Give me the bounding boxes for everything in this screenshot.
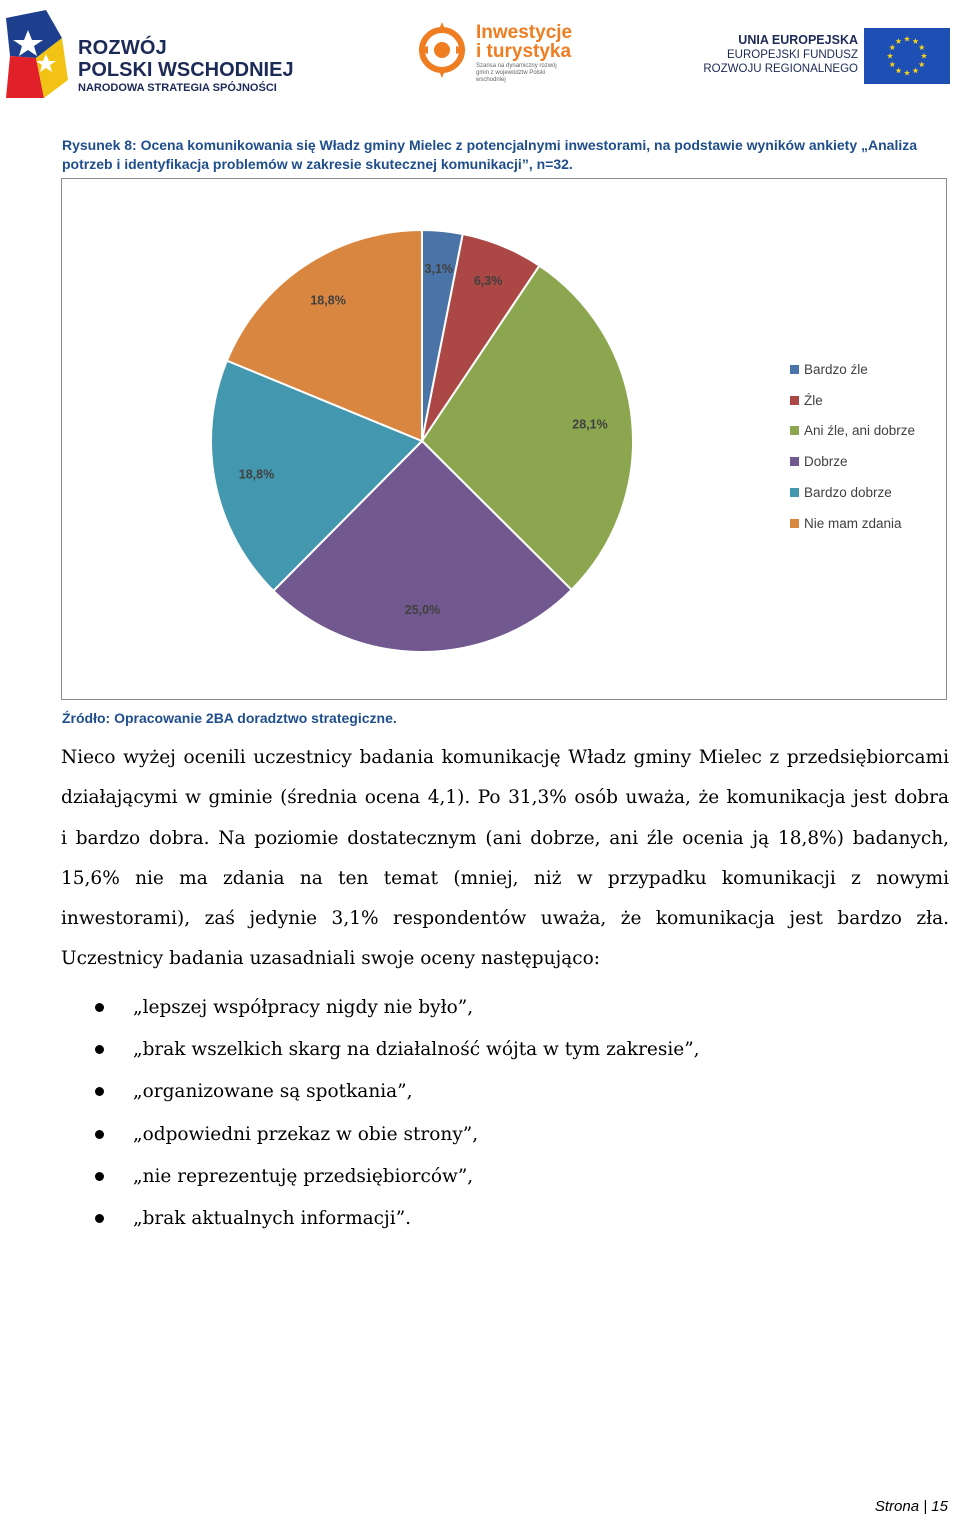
list-item-text: „lepszej współpracy nigdy nie było”, (133, 996, 474, 1018)
list-item-text: „brak aktualnych informacji”. (133, 1208, 412, 1230)
compass-emblem-icon (416, 20, 472, 78)
bullet-icon (95, 1045, 104, 1054)
paragraph-line: działającymi w gminie (średnia ocena 4,1). Po 31,3% osób uważa, że komunikacja jest dobra (61, 787, 949, 809)
eu-flag-icon (864, 28, 950, 84)
quote-list (92, 986, 700, 1240)
legend-label: Ani źle, ani dobrze (804, 423, 916, 439)
paragraph-line: Nieco wyżej ocenili uczestnicy badania komunikację Władz gminy Mielec z przedsiębiorcami (61, 747, 949, 768)
legend-label: Bardzo źle (804, 361, 868, 377)
pie-label-bardzo-dobrze: 18,8% (238, 467, 275, 482)
logo-text-unia: UNIA EUROPEJSKA (738, 33, 858, 47)
bullet-icon (95, 1172, 104, 1181)
star-emblem-icon (6, 10, 74, 100)
paragraph-line: i bardzo dobra. Na poziomie dostatecznym (ani dobrze, ani źle ocenia ją 18,8%) badanych, (61, 827, 949, 849)
list-item-text: „nie reprezentuję przedsiębiorców”, (133, 1165, 474, 1187)
chart-legend (790, 354, 915, 539)
legend-swatch (790, 365, 799, 374)
legend-label: Nie mam zdania (804, 515, 902, 531)
legend-swatch (790, 488, 799, 497)
list-item-text: „organizowane są spotkania”, (133, 1081, 413, 1103)
list-item-text: „brak wszelkich skarg na działalność wójta w tym zakresie”, (133, 1038, 700, 1060)
pie-label-ani-zle-ani-dobrze: 28,1% (572, 417, 608, 432)
legend-swatch (790, 426, 799, 435)
bullet-icon (95, 1214, 104, 1223)
bullet-icon (95, 1087, 104, 1096)
logo-rozwoj-polski-wschodniej (6, 10, 306, 100)
logo-text-inwestycje: Inwestycje (476, 22, 573, 43)
legend-item-bardzo-dobrze (790, 477, 915, 508)
pie-label-nie-mam-zdania: 18,8% (310, 293, 346, 308)
logo-text-fundusz: EUROPEJSKI FUNDUSZ (727, 49, 858, 61)
pie-label-bardzo-zle: 3,1% (424, 261, 454, 276)
list-item (92, 1197, 700, 1239)
logo-unia-europejska (700, 28, 950, 88)
legend-swatch (790, 457, 799, 466)
logo-text-rozwoj: ROZWÓJ (78, 37, 167, 59)
logo-inwestycje-i-turystyka (416, 20, 576, 83)
logo-text-turystyka: i turystyka (476, 41, 572, 62)
paragraph-line: inwestorami), zaś jedynie 3,1% respondentów uważa, że komunikacja jest bardzo zła. (61, 908, 949, 930)
legend-label: Źle (804, 392, 823, 408)
paragraph-line: 15,6% nie ma zdania na ten temat (mniej, niż w przypadku komunikacji z nowymi (61, 867, 949, 889)
logo-text-rozwoju: ROZWOJU REGIONALNEGO (703, 63, 858, 75)
list-item-text: „odpowiedni przekaz w obie strony”, (133, 1123, 479, 1145)
legend-label: Bardzo dobrze (804, 485, 892, 501)
page-number: Strona | 15 (874, 1498, 948, 1515)
legend-swatch (790, 396, 799, 405)
legend-item-ani-zle-ani-dobrze (790, 416, 915, 447)
list-item (92, 1028, 700, 1070)
list-item (92, 1113, 700, 1155)
body-paragraph (61, 738, 949, 980)
legend-label: Dobrze (804, 454, 848, 470)
bullet-icon (95, 1130, 104, 1139)
list-item (92, 1071, 700, 1113)
figure-source: Źródło: Opracowanie 2BA doradztwo strategiczne. (62, 710, 397, 726)
legend-swatch (790, 519, 799, 528)
pie-label-dobrze: 25,0% (404, 602, 441, 617)
paragraph-line: Uczestnicy badania uzasadniali swoje oceny następująco: (61, 948, 601, 970)
legend-item-bardzo-zle (790, 354, 915, 385)
logo-text-strategia: NARODOWA STRATEGIA SPÓJNOŚCI (78, 82, 277, 94)
list-item (92, 1155, 700, 1197)
pie-label-zle: 6,3% (473, 274, 503, 289)
legend-item-nie-mam-zdania (790, 508, 915, 539)
legend-item-dobrze (790, 446, 915, 477)
logo-tagline: Szansa na dynamiczny rozwój gmin z województw Polski wschodniej (476, 63, 557, 83)
list-item (92, 986, 700, 1028)
logo-text-polski-wschodniej: POLSKI WSCHODNIEJ (78, 59, 294, 81)
figure-caption: Rysunek 8: Ocena komunikowania się Władz gminy Mielec z potencjalnymi inwestorami, na podstawie wyników ankiety „Analiza potrzeb i identyfikacja problemów w zakresie skutecznej komunikacji”, n=32. (62, 137, 918, 172)
legend-item-zle (790, 385, 915, 416)
bullet-icon (95, 1003, 104, 1012)
